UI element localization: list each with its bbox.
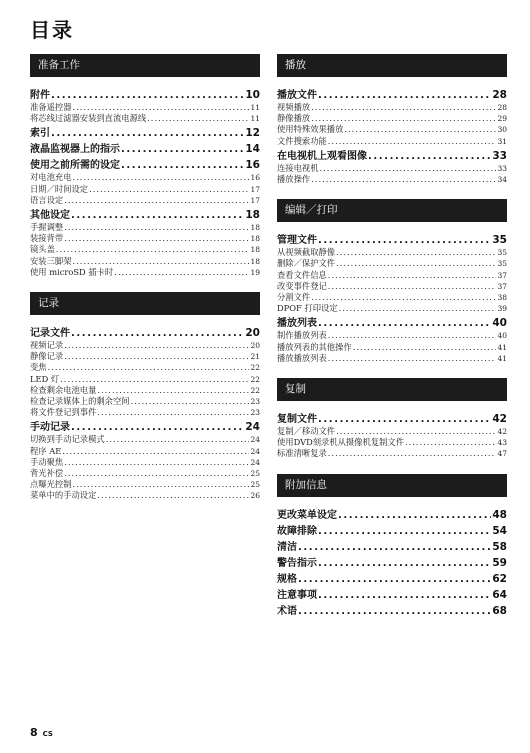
toc-sub-entry[interactable] [30, 102, 260, 113]
toc-sub-entry[interactable] [277, 281, 507, 292]
toc-sub-entry[interactable] [277, 113, 507, 124]
entry-title: 点曝光控制 [30, 479, 72, 490]
dot-leader [318, 234, 491, 247]
entry-title: 警告指示 [277, 557, 317, 569]
entry-title: 播放文件 [277, 90, 317, 101]
toc-sub-entry[interactable] [277, 124, 507, 135]
dot-leader [114, 267, 249, 278]
dot-leader [71, 421, 244, 434]
toc-sub-entry[interactable] [30, 457, 260, 468]
toc-main-entry[interactable] [277, 234, 507, 247]
toc-main-entry[interactable] [30, 127, 260, 140]
entry-title: 文件搜索功能 [277, 135, 327, 146]
entry-page: 33 [492, 149, 507, 162]
dot-leader [298, 605, 491, 618]
dot-leader [56, 244, 250, 255]
entry-page: 18 [250, 256, 260, 266]
dot-leader [344, 124, 496, 135]
entry-page: 22 [250, 385, 260, 395]
toc-sub-entry[interactable] [277, 353, 507, 364]
toc-sub-entry[interactable] [277, 136, 507, 147]
toc-main-entry[interactable] [30, 327, 260, 340]
entry-page: 35 [497, 259, 507, 269]
dot-leader [311, 292, 496, 303]
toc-main-entry[interactable] [277, 509, 507, 522]
dot-leader [336, 426, 496, 437]
entry-page: 35 [497, 248, 507, 258]
entry-title: 对电池充电 [30, 172, 72, 183]
toc-sub-entry[interactable] [30, 446, 260, 457]
entry-title: 记录文件 [30, 328, 70, 340]
entry-page: 68 [492, 604, 507, 617]
entry-title: 使用DVD刻录机从摄像机复制文件 [277, 437, 405, 448]
entry-page: 18 [250, 234, 260, 244]
dot-leader [97, 490, 249, 501]
toc-section [277, 199, 507, 378]
entry-title: 手动聚焦 [30, 456, 64, 467]
entry-title: 删除／保护文件 [277, 258, 336, 269]
entry-title: 其他设定 [30, 210, 70, 222]
entry-title: 手动记录 [30, 422, 70, 434]
entry-page: 40 [492, 317, 507, 330]
section-header: 复制 [277, 378, 507, 401]
page-title: 目录 [30, 18, 74, 42]
page-number: 8 [30, 726, 38, 739]
entry-title: 静像记录 [30, 351, 64, 362]
entry-page: 18 [250, 223, 260, 233]
dot-leader [353, 342, 497, 353]
dot-leader [73, 172, 250, 183]
entry-title: 复制／移动文件 [277, 426, 336, 437]
dot-leader [64, 195, 249, 206]
toc-sub-entry[interactable] [30, 468, 260, 479]
entry-title: 切换到手动记录模式 [30, 434, 105, 445]
toc-sub-entry[interactable] [30, 195, 260, 206]
entry-page: 39 [497, 304, 507, 314]
dot-leader [298, 573, 491, 586]
section-header: 播放 [277, 54, 507, 77]
entry-page: 43 [497, 438, 507, 448]
toc-sub-entry[interactable] [277, 163, 507, 174]
entry-title: 播放列表 [277, 318, 317, 330]
section-body [30, 77, 260, 278]
dot-leader [328, 270, 497, 281]
toc-sub-entry[interactable] [277, 258, 507, 269]
section-header: 记录 [30, 292, 260, 315]
entry-title: 静像播放 [277, 113, 311, 124]
entry-title: 播放播放列表 [277, 352, 327, 363]
entry-page: 11 [250, 103, 260, 112]
entry-page: 35 [492, 234, 507, 247]
section-header: 编辑／打印 [277, 199, 507, 222]
dot-leader [311, 102, 496, 113]
entry-page: 22 [250, 363, 260, 373]
entry-title: 注意事项 [277, 589, 317, 601]
entry-page: 37 [497, 281, 507, 291]
toc-section [30, 292, 260, 502]
entry-page: 48 [492, 508, 507, 521]
dot-leader [73, 256, 250, 267]
entry-page: 42 [497, 427, 507, 437]
entry-page: 28 [497, 103, 507, 112]
entry-title: 将文件登记到事件 [30, 407, 97, 418]
dot-leader [64, 351, 249, 362]
entry-title: 附件 [30, 90, 50, 101]
entry-title: 复制文件 [277, 414, 317, 426]
toc-sub-entry[interactable] [277, 342, 507, 353]
toc-sub-entry[interactable] [30, 396, 260, 407]
entry-page: 26 [250, 491, 260, 501]
entry-title: 装接背带 [30, 233, 64, 244]
toc-sub-entry[interactable] [277, 426, 507, 437]
entry-title: 规格 [277, 573, 297, 585]
toc-main-entry[interactable] [277, 413, 507, 426]
dot-leader [51, 127, 244, 140]
entry-title: 菜单中的手动设定 [30, 490, 97, 501]
dot-leader [147, 113, 249, 124]
dot-leader [318, 317, 491, 330]
toc-left-column [30, 54, 260, 502]
entry-title: 查看文件信息 [277, 269, 327, 280]
language-code: CS [42, 730, 53, 738]
toc-sub-entry[interactable] [30, 184, 260, 195]
section-body [277, 77, 507, 185]
entry-title: 播放操作 [277, 174, 311, 185]
dot-leader [328, 281, 497, 292]
dot-leader [97, 407, 249, 418]
dot-leader [131, 396, 250, 407]
toc-sub-entry[interactable] [30, 490, 260, 501]
entry-page: 24 [245, 421, 260, 434]
entry-title: 播放列表的其他操作 [277, 341, 352, 352]
entry-page: 41 [497, 353, 507, 363]
entry-title: 制作播放列表 [277, 330, 327, 341]
toc-sub-entry[interactable] [277, 270, 507, 281]
toc-sub-entry[interactable] [30, 233, 260, 244]
toc-sub-entry[interactable] [30, 434, 260, 445]
dot-leader [318, 557, 491, 570]
toc-section [277, 54, 507, 199]
dot-leader [48, 362, 250, 373]
dot-leader [298, 541, 491, 554]
entry-title: 视频记录 [30, 340, 64, 351]
entry-page: 10 [245, 89, 260, 101]
entry-title: 语言设定 [30, 194, 64, 205]
entry-page: 16 [250, 173, 260, 183]
entry-title: 管理文件 [277, 235, 317, 247]
toc-sub-entry[interactable] [277, 303, 507, 314]
entry-page: 34 [497, 175, 507, 185]
entry-page: 17 [250, 184, 260, 194]
entry-page: 21 [250, 352, 260, 362]
entry-title: 日期／时间设定 [30, 183, 89, 194]
entry-title: 视频播放 [277, 102, 311, 112]
toc-main-entry[interactable] [277, 605, 507, 618]
dot-leader [318, 413, 491, 426]
entry-page: 24 [250, 457, 260, 467]
dot-leader [62, 446, 249, 457]
entry-page: 25 [250, 469, 260, 479]
entry-title: 程序 AE [30, 445, 62, 456]
entry-title: 使用特殊效果播放 [277, 124, 344, 135]
dot-leader [71, 327, 244, 340]
entry-page: 18 [250, 245, 260, 255]
section-spacer [30, 278, 260, 292]
toc-sub-entry[interactable] [30, 374, 260, 385]
toc-sub-entry[interactable] [277, 102, 507, 113]
entry-page: 20 [245, 327, 260, 340]
entry-page: 64 [492, 588, 507, 601]
dot-leader [318, 589, 491, 602]
entry-title: 术语 [277, 605, 297, 617]
entry-title: 检查剩余电池电量 [30, 384, 97, 395]
toc-sub-entry[interactable] [30, 267, 260, 278]
toc-sub-entry[interactable] [30, 362, 260, 373]
toc-main-entry[interactable] [277, 589, 507, 602]
toc-section [30, 54, 260, 292]
dot-leader [89, 184, 249, 195]
entry-page: 29 [497, 114, 507, 124]
entry-page: 30 [497, 125, 507, 135]
toc-main-entry[interactable] [277, 317, 507, 330]
entry-title: 安装三脚架 [30, 255, 72, 266]
entry-title: 更改菜单设定 [277, 509, 337, 521]
entry-title: 在电视机上观看图像 [277, 150, 367, 162]
entry-title: 连接电视机 [277, 162, 319, 173]
dot-leader [106, 434, 250, 445]
entry-page: 23 [250, 408, 260, 418]
entry-page: 28 [492, 89, 507, 101]
entry-page: 59 [492, 556, 507, 569]
section-spacer [277, 460, 507, 474]
dot-leader [311, 174, 496, 185]
entry-title: 变焦 [30, 362, 47, 373]
dot-leader [64, 222, 249, 233]
toc-section [277, 378, 507, 474]
entry-title: 从视频截取静像 [277, 247, 336, 258]
entry-page: 62 [492, 572, 507, 585]
dot-leader [328, 330, 497, 341]
toc-main-entry[interactable] [277, 541, 507, 554]
entry-page: 12 [245, 127, 260, 140]
section-body [277, 401, 507, 460]
toc-sub-entry[interactable] [30, 172, 260, 183]
dot-leader [318, 525, 491, 538]
entry-page: 19 [250, 267, 260, 277]
entry-title: 背光补偿 [30, 468, 64, 479]
dot-leader [339, 303, 497, 314]
entry-title: 清洁 [277, 541, 297, 553]
toc-sub-entry[interactable] [30, 385, 260, 396]
entry-page: 22 [250, 374, 260, 384]
entry-page: 25 [250, 480, 260, 490]
entry-page: 24 [250, 446, 260, 456]
toc-sub-entry[interactable] [30, 113, 260, 124]
entry-page: 14 [245, 143, 260, 156]
toc-right-column [277, 54, 507, 618]
toc-main-entry[interactable] [277, 89, 507, 102]
dot-leader [338, 509, 491, 522]
dot-leader [64, 468, 249, 479]
toc-main-entry[interactable] [30, 89, 260, 102]
dot-leader [336, 247, 496, 258]
toc-sub-entry[interactable] [277, 174, 507, 185]
dot-leader [405, 437, 496, 448]
dot-leader [336, 258, 496, 269]
entry-title: 使用 microSD 插卡时 [30, 266, 114, 277]
dot-leader [73, 479, 250, 490]
dot-leader [318, 89, 491, 102]
toc-main-entry[interactable] [30, 209, 260, 222]
toc-sub-entry[interactable] [30, 407, 260, 418]
toc-main-entry[interactable] [30, 159, 260, 172]
dot-leader [64, 457, 249, 468]
section-body [277, 222, 507, 364]
entry-title: 索引 [30, 128, 50, 140]
entry-title: 改变事件登记 [277, 280, 327, 291]
entry-title: 准备遥控器 [30, 102, 72, 112]
toc-sub-entry[interactable] [277, 247, 507, 258]
entry-page: 58 [492, 540, 507, 553]
section-body [277, 497, 507, 618]
entry-page: 40 [497, 331, 507, 341]
dot-leader [64, 233, 249, 244]
toc-sub-entry[interactable] [277, 437, 507, 448]
entry-page: 18 [245, 209, 260, 222]
dot-leader [71, 209, 244, 222]
entry-title: 镜头盖 [30, 244, 55, 255]
dot-leader [97, 385, 249, 396]
entry-title: 标准清晰复录 [277, 448, 327, 459]
section-header: 准备工作 [30, 54, 260, 77]
entry-page: 33 [497, 163, 507, 173]
toc-sub-entry[interactable] [277, 330, 507, 341]
dot-leader [60, 374, 249, 385]
toc-sub-entry[interactable] [30, 244, 260, 255]
toc-sub-entry[interactable] [30, 479, 260, 490]
entry-title: LED 灯 [30, 373, 60, 384]
entry-page: 37 [497, 270, 507, 280]
dot-leader [328, 136, 497, 147]
entry-title: 分割文件 [277, 292, 311, 303]
dot-leader [121, 143, 244, 156]
section-spacer [277, 364, 507, 378]
toc-main-entry[interactable] [30, 143, 260, 156]
page-footer [30, 726, 53, 739]
toc-main-entry[interactable] [277, 557, 507, 570]
entry-page: 20 [250, 341, 260, 351]
entry-page: 38 [497, 293, 507, 303]
toc-sub-entry[interactable] [30, 256, 260, 267]
toc-sub-entry[interactable] [30, 340, 260, 351]
toc-main-entry[interactable] [277, 573, 507, 586]
toc-section [277, 474, 507, 618]
section-header: 附加信息 [277, 474, 507, 497]
entry-page: 42 [492, 413, 507, 426]
dot-leader [73, 102, 250, 113]
toc-main-entry[interactable] [277, 150, 507, 163]
dot-leader [328, 353, 497, 364]
dot-leader [328, 448, 497, 459]
dot-leader [320, 163, 497, 174]
entry-title: 液晶监视器上的指示 [30, 144, 120, 156]
entry-title: 检查记录媒体上的剩余空间 [30, 396, 130, 407]
entry-title: DPOF 打印设定 [277, 303, 338, 314]
entry-page: 24 [250, 435, 260, 445]
entry-page: 11 [250, 114, 260, 124]
entry-title: 使用之前所需的设定 [30, 160, 120, 172]
entry-page: 54 [492, 524, 507, 537]
entry-page: 47 [497, 449, 507, 459]
toc-main-entry[interactable] [277, 525, 507, 538]
toc-sub-entry[interactable] [30, 222, 260, 233]
entry-page: 17 [250, 195, 260, 205]
section-spacer [277, 185, 507, 199]
entry-title: 手握调整 [30, 222, 64, 233]
entry-title: 故障排除 [277, 525, 317, 537]
dot-leader [311, 113, 496, 124]
toc-sub-entry[interactable] [277, 448, 507, 459]
entry-page: 41 [497, 342, 507, 352]
section-body [30, 315, 260, 502]
toc-sub-entry[interactable] [30, 351, 260, 362]
entry-page: 23 [250, 397, 260, 407]
dot-leader [368, 150, 491, 163]
entry-page: 16 [245, 159, 260, 172]
dot-leader [64, 340, 249, 351]
toc-sub-entry[interactable] [277, 292, 507, 303]
entry-page: 31 [497, 136, 507, 146]
dot-leader [121, 159, 244, 172]
dot-leader [51, 89, 244, 102]
entry-title: 将芯线过滤器安装到直流电源线 [30, 113, 147, 124]
toc-main-entry[interactable] [30, 421, 260, 434]
